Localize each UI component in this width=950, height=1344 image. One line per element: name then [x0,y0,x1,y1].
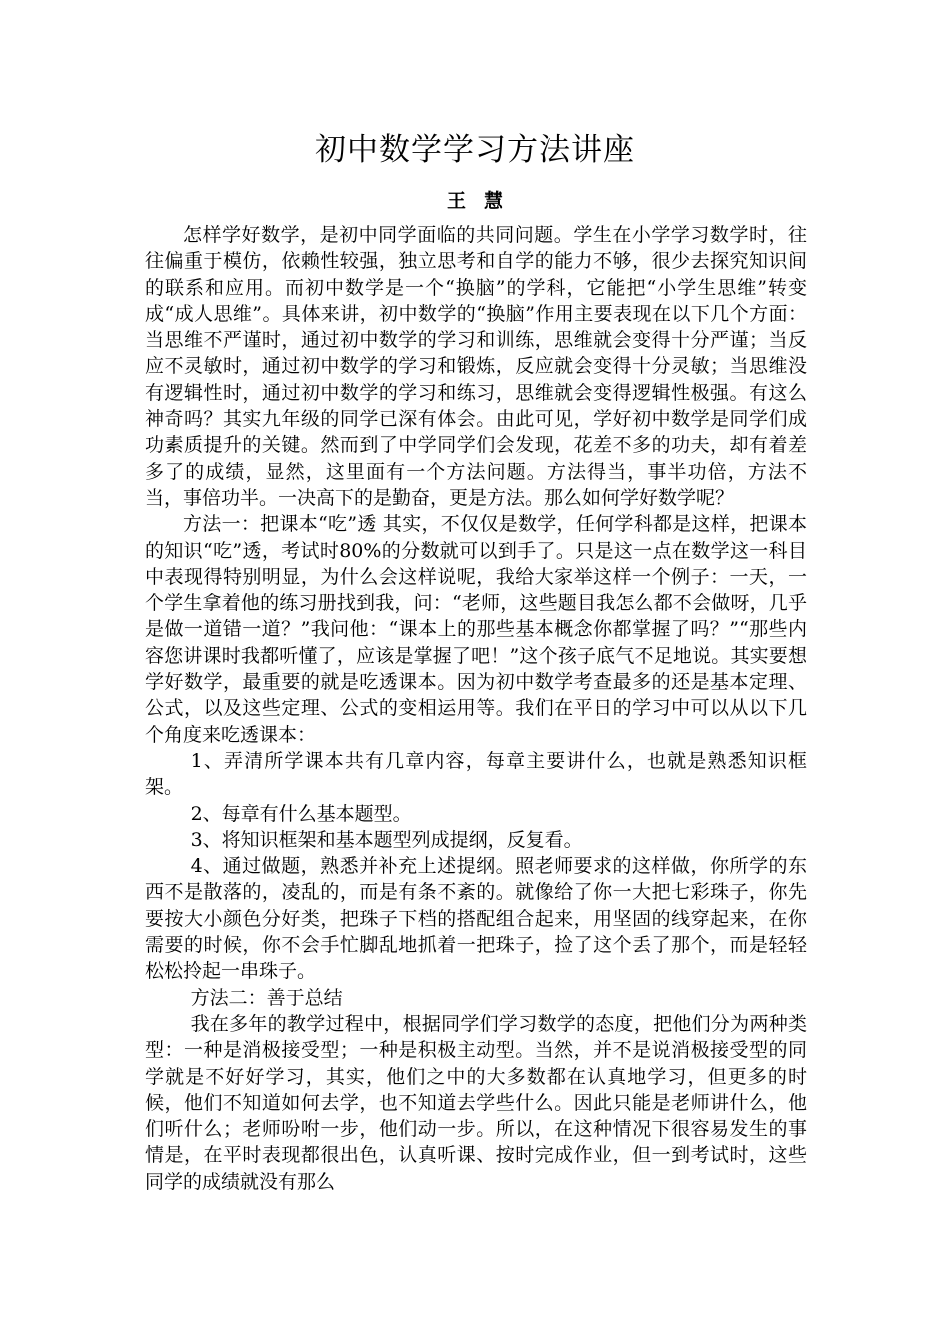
list-item-4: 4、通过做题，熟悉并补充上述提纲。照老师要求的这样做，你所学的东西不是散落的，凌乱的，而是有条不紊的。就像给了你一大把七彩珠子，你先要按大小颜色分好类，把珠子下档的搭配组合起来，用坚固的线穿起来，在你需要的时候，你不会手忙脚乱地抓着一把珠子，捡了这个丢了那个，而是轻轻松松拎起一串珠子。 [145,855,807,983]
author-name: 王慧 [446,190,521,212]
section-heading-method-two: 方法二：善于总结 [190,986,343,1009]
paragraph-method-one: 方法一：把课本“吃”透 其实，不仅仅是数学，任何学科都是这样，把课本的知识“吃”透，考试时80%的分数就可以到手了。只是这一点在数学这一科目中表现得特别明显，为什么会这样说呢，我给大家举这样一个例子：一天，一个学生拿着他的练习册找到我，问：“老师，这些题目我怎么都不会做呀，几乎是做一道错一道？”我问他：“课本上的那些基本概念你都掌握了吗？”“那些内容您讲课时我都听懂了，应该是掌握了吧！”这个孩子底气不足地说。其实要想学好数学，最重要的就是吃透课本。因为初中数学考查最多的还是基本定理、公式，以及这些定理、公式的变相运用等。我们在平日的学习中可以从以下几个角度来吃透课本： [145,513,807,746]
list-item-2: 2、每章有什么基本题型。 [190,802,412,825]
list-item-1: 1、弄清所学课本共有几章内容，每章主要讲什么，也就是熟悉知识框架。 [145,749,807,799]
paragraph-intro: 怎样学好数学，是初中同学面临的共同问题。学生在小学学习数学时，往往偏重于模仿，依赖性较强，独立思考和自学的能力不够，很少去探究知识间的联系和应用。而初中数学是一个“换脑”的学科，它能把“小学生思维”转变成“成人思维”。具体来讲，初中数学的“换脑”作用主要表现在以下几个方面：当思维不严谨时，通过初中数学的学习和训练，思维就会变得十分严谨；当反应不灵敏时，通过初中数学的学习和锻炼，反应就会变得十分灵敏；当思维没有逻辑性时，通过初中数学的学习和练习，思维就会变得逻辑性极强。有这么神奇吗？其实九年级的同学已深有体会。由此可见，学好初中数学是同学们成功素质提升的关键。然而到了中学同学们会发现，花差不多的功夫，却有着差多了的成绩，显然，这里面有一个方法问题。方法得当，事半功倍，方法不当，事倍功半。一决高下的是勤奋，更是方法。那么如何学好数学呢？ [145,224,807,509]
paragraph-method-two: 我在多年的教学过程中，根据同学们学习数学的态度，把他们分为两种类型：一种是消极接受型；一种是积极主动型。当然，并不是说消极接受型的同学就是不好好学习，其实，他们之中的大多数都在认真地学习，但更多的时候，他们不知道如何去学，也不知道去学些什么。因此只能是老师讲什么，他们听什么；老师吩咐一步，他们动一步。所以，在这种情况下很容易发生的事情是，在平时表现都很出色，认真听课、按时完成作业，但一到考试时，这些同学的成绩就没有那么 [145,1012,807,1193]
document-title: 初中数学学习方法讲座 [315,132,635,168]
document-body [145,222,807,1195]
list-item-3: 3、将知识框架和基本题型列成提纲，反复看。 [190,828,583,851]
